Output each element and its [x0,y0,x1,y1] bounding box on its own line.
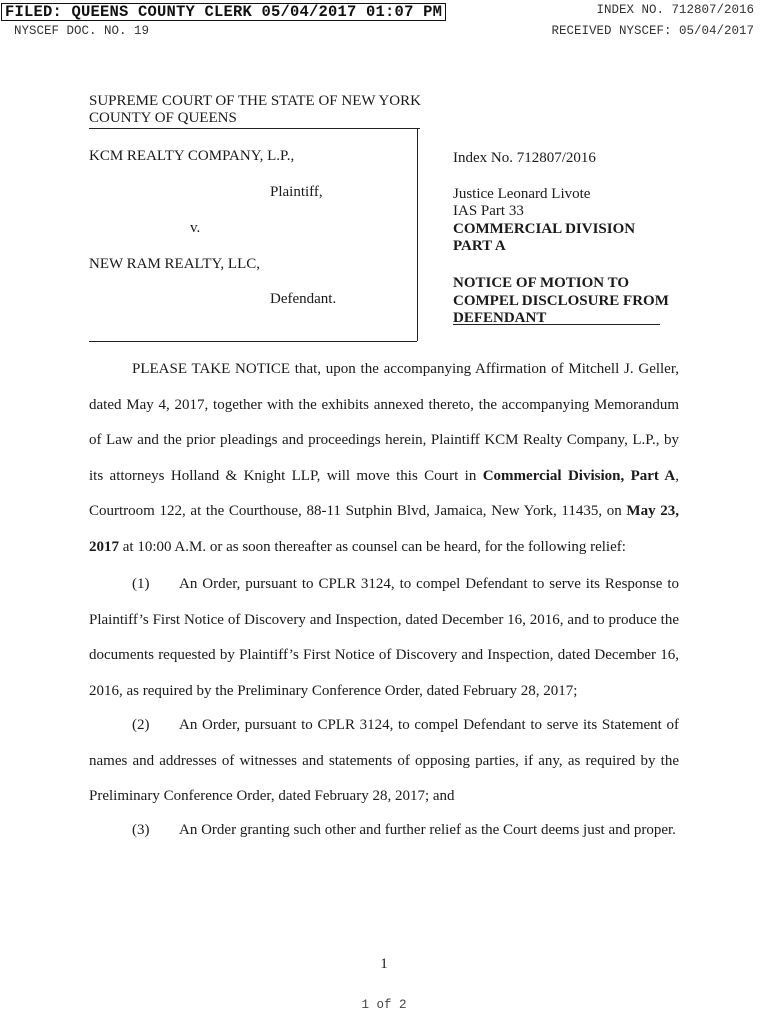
document-title-line: COMPEL DISCLOSURE FROM [453,292,669,309]
notice-text: PLEASE TAKE NOTICE that, upon the accompanying Affirmation of Mitchell J. Geller, dated May 4, 2017, together with the exhibits annexed thereto, the accompanying Memorandum of Law and the prior pleadings and proceedings herein, Plaintiff KCM Realty Company, L.P., by its attorneys Holland & Knight LLP, will move this Court in [89,361,679,484]
page-number: 1 [380,956,388,972]
filed-stamp: FILED: QUEENS COUNTY CLERK 05/04/2017 01:07 PM [1,3,446,21]
document-title-line: NOTICE OF MOTION TO [453,275,630,291]
defendant-role: Defendant. [270,291,337,307]
relief-item [89,813,679,849]
nyscef-doc-number: NYSCEF DOC. NO. 19 [14,24,150,38]
part-label: PART A [453,238,506,254]
caption-box-divider [417,128,418,341]
hearing-date-emphasis: May 23, 2017 [89,503,679,555]
court-name: SUPREME COURT OF THE STATE OF NEW YORK [89,93,421,109]
notice-text: , Courtroom 122, at the Courthouse, 88-11 Sutphin Blvd, Jamaica, New York, 11435, on [89,467,679,520]
division-label: COMMERCIAL DIVISION [453,221,636,237]
justice-name: Justice Leonard Livote [453,186,591,202]
caption-top-rule [89,128,420,129]
index-number: Index No. 712807/2016 [453,150,596,166]
received-date: RECEIVED NYSCEF: 05/04/2017 [551,24,754,38]
defendant-name: NEW RAM REALTY, LLC, [89,256,260,272]
court-part-emphasis: Commercial Division, Part A [482,467,676,484]
plaintiff-role: Plaintiff, [270,184,323,200]
notice-text: at 10:00 A.M. or as soon thereafter as counsel can be heard, for the following relief: [119,538,626,555]
title-underline [453,324,660,325]
caption-bottom-rule [89,341,417,342]
versus-label: v. [190,220,201,236]
relief-number: (2) [132,717,150,733]
relief-text: An Order, pursuant to CPLR 3124, to compel Defendant to serve its Response to Plaintiff’s First Notice of Discovery and Inspection, dated December 16, 2016, and to produce the documents requested by Plaintiff’s First Notice of Discovery and Inspection, dated December 16, 2016, as required by the Preliminary Conference Order, dated February 28, 2017; [89,576,679,699]
relief-item [89,567,679,709]
index-number-header: INDEX NO. 712807/2016 [596,3,754,17]
notice-paragraph [89,352,679,566]
ias-part: IAS Part 33 [453,203,524,219]
relief-item [89,708,679,815]
county-name: COUNTY OF QUEENS [89,110,237,126]
relief-text: An Order, pursuant to CPLR 3124, to compel Defendant to serve its Statement of names and addresses of witnesses and statements of opposing parties, if any, as required by the Preliminary Conference Order, dated February 28, 2017; and [89,717,679,805]
page-count: 1 of 2 [361,998,407,1012]
relief-number: (1) [132,576,150,592]
document-title-line: DEFENDANT [453,310,547,326]
document-title [453,275,669,328]
plaintiff-name: KCM REALTY COMPANY, L.P., [89,148,295,164]
relief-text: An Order granting such other and further relief as the Court deems just and proper. [179,822,676,838]
relief-number: (3) [132,822,150,838]
